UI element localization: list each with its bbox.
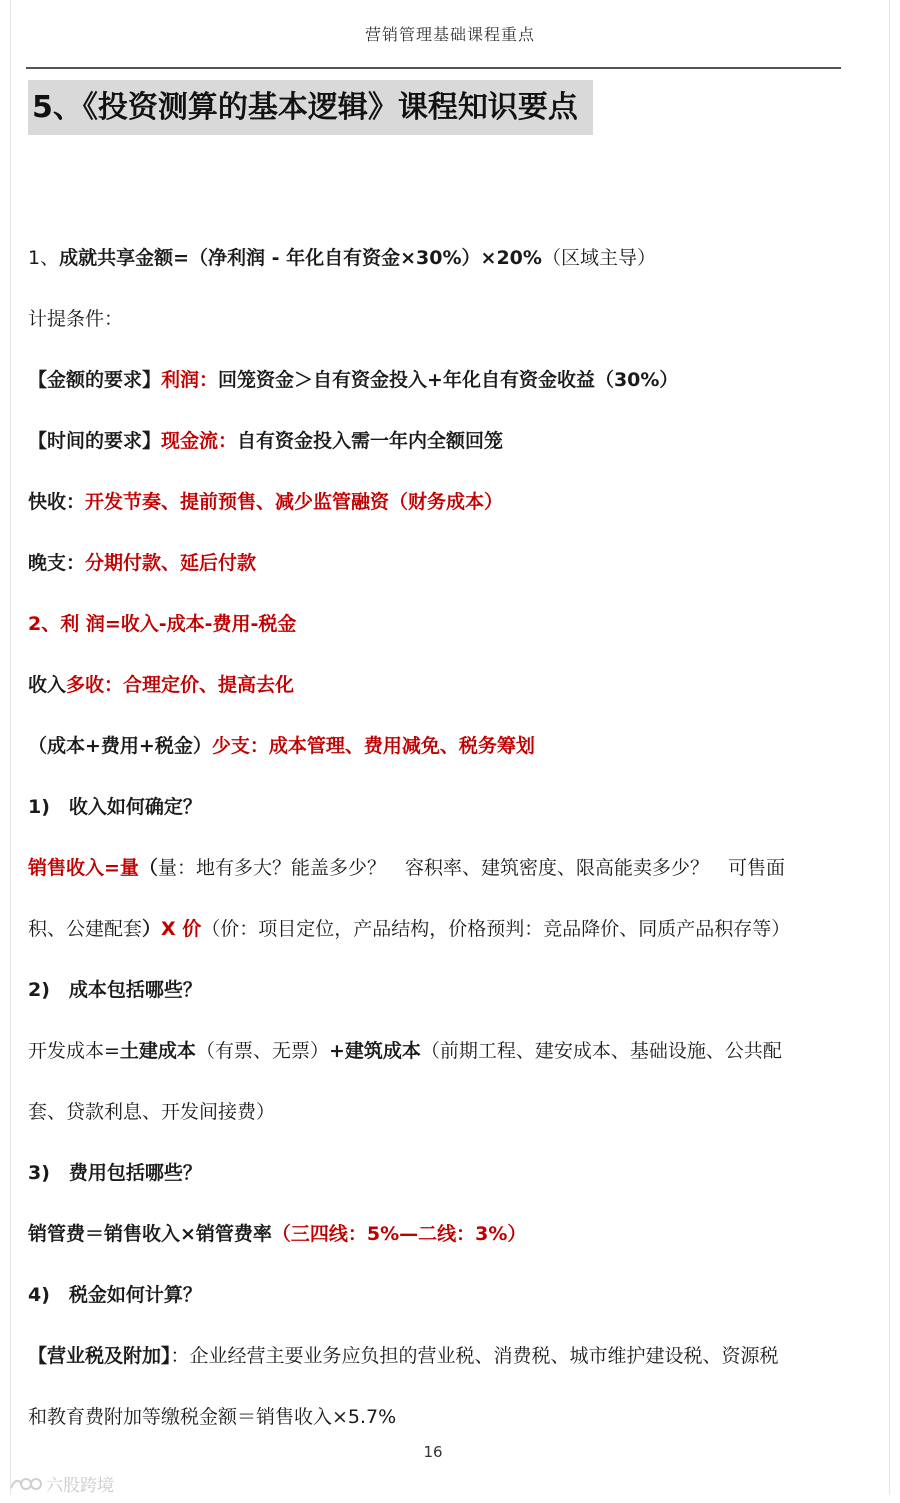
land-cost: 土建成本 (119, 1040, 196, 1062)
line-fast-collect (28, 487, 848, 517)
income-label: 收入 (28, 674, 67, 696)
line-dev-cost-cont (28, 1097, 848, 1127)
share-note: （区域主导） (541, 247, 656, 269)
line-q2 (28, 975, 848, 1005)
line-sales-fee (28, 1219, 848, 1249)
profit-condition: 回笼资金＞自有资金投入+年化自有资金收益（30%） (218, 369, 679, 391)
business-tax-text-cont: 和教育费附加等缴税金额＝销售收入×5.7% (28, 1406, 397, 1428)
price-note: （价：项目定位，产品结构，价格预判：竞品降价、同质产品积存等） (201, 918, 791, 940)
late-pay-text: 分期付款、延后付款 (85, 552, 257, 574)
question-expense: 3) 费用包括哪些？ (28, 1162, 202, 1184)
line-q4 (28, 1280, 848, 1310)
line-q3 (28, 1158, 848, 1188)
business-tax-text: ：企业经营主要业务应负担的营业税、消费税、城市维护建设税、资源税 (170, 1345, 779, 1367)
line-q1 (28, 792, 848, 822)
running-header: 营销管理基础课程重点 (364, 25, 535, 44)
watermark-logo-icon (8, 1474, 42, 1494)
item-number: 1、 (28, 247, 60, 269)
watermark (8, 1471, 114, 1496)
line-business-tax (28, 1341, 848, 1371)
income-text: 多收：合理定价、提高去化 (66, 674, 295, 696)
fast-collect-label: 快收： (28, 491, 86, 513)
line-cost-reduction (28, 731, 848, 761)
line-income (28, 670, 848, 700)
line-sales-income-cont (28, 914, 848, 944)
building-cost-note-cont: 套、贷款利息、开发间接费） (28, 1101, 276, 1123)
question-cost: 2) 成本包括哪些？ (28, 979, 202, 1001)
line-sales-income (28, 853, 848, 883)
building-cost: +建筑成本 (328, 1040, 421, 1062)
line-amount-requirement (28, 365, 848, 395)
header-divider (26, 67, 841, 69)
cost-reduction-text: 少支：成本管理、费用减免、税务筹划 (211, 735, 535, 757)
quantity-note: 量：地有多大？能盖多少？ 容积率、建筑密度、限高能卖多少？ 可售面 (157, 857, 785, 879)
line-conditions (28, 304, 848, 334)
conditions-label: 计提条件： (28, 308, 124, 330)
land-cost-note: （有票、无票） (195, 1040, 329, 1062)
line-business-tax-cont (28, 1402, 848, 1432)
line-time-requirement (28, 426, 848, 456)
sales-fee-formula: 销管费＝销售收入×销管费率 (28, 1223, 272, 1245)
cost-group-label: （成本+费用+税金） (28, 735, 212, 757)
close-paren: ） (142, 918, 162, 940)
question-income: 1) 收入如何确定？ (28, 796, 202, 818)
building-cost-note: （前期工程、建安成本、基础设施、公共配 (420, 1040, 782, 1062)
line-late-pay (28, 548, 848, 578)
sales-income-label: 销售收入=量 (28, 857, 139, 879)
share-formula: 成就共享金额=（净利润 - 年化自有资金×30%）×20% (59, 247, 542, 269)
dev-cost-label: 开发成本= (28, 1040, 120, 1062)
cashflow-condition: 自有资金投入需一年内全额回笼 (237, 430, 504, 452)
amount-requirement-label: 【金额的要求】 (28, 369, 162, 391)
price-label: X 价 (161, 918, 202, 940)
business-tax-label: 【营业税及附加】 (28, 1345, 171, 1367)
time-requirement-label: 【时间的要求】 (28, 430, 162, 452)
line-dev-cost (28, 1036, 848, 1066)
question-tax: 4) 税金如何计算？ (28, 1284, 202, 1306)
section-title: 5、《投资测算的基本逻辑》课程知识要点 (28, 80, 593, 135)
profit-label: 利润： (161, 369, 219, 391)
watermark-text: 六股跨境 (46, 1476, 114, 1496)
quantity-note-cont: 积、公建配套 (28, 918, 143, 940)
late-pay-label: 晚支： (28, 552, 86, 574)
profit-formula: 2、利 润=收入-成本-费用-税金 (28, 613, 297, 635)
cashflow-label: 现金流： (161, 430, 238, 452)
fast-collect-text: 开发节奏、提前预售、减少监管融资（财务成本） (85, 491, 504, 513)
page-number: 16 (423, 1443, 443, 1461)
open-paren: （ (138, 857, 158, 879)
sales-fee-rate: （三四线：5%—二线：3%） (271, 1223, 527, 1245)
line-profit-formula (28, 609, 848, 639)
line-share-formula (28, 243, 848, 273)
